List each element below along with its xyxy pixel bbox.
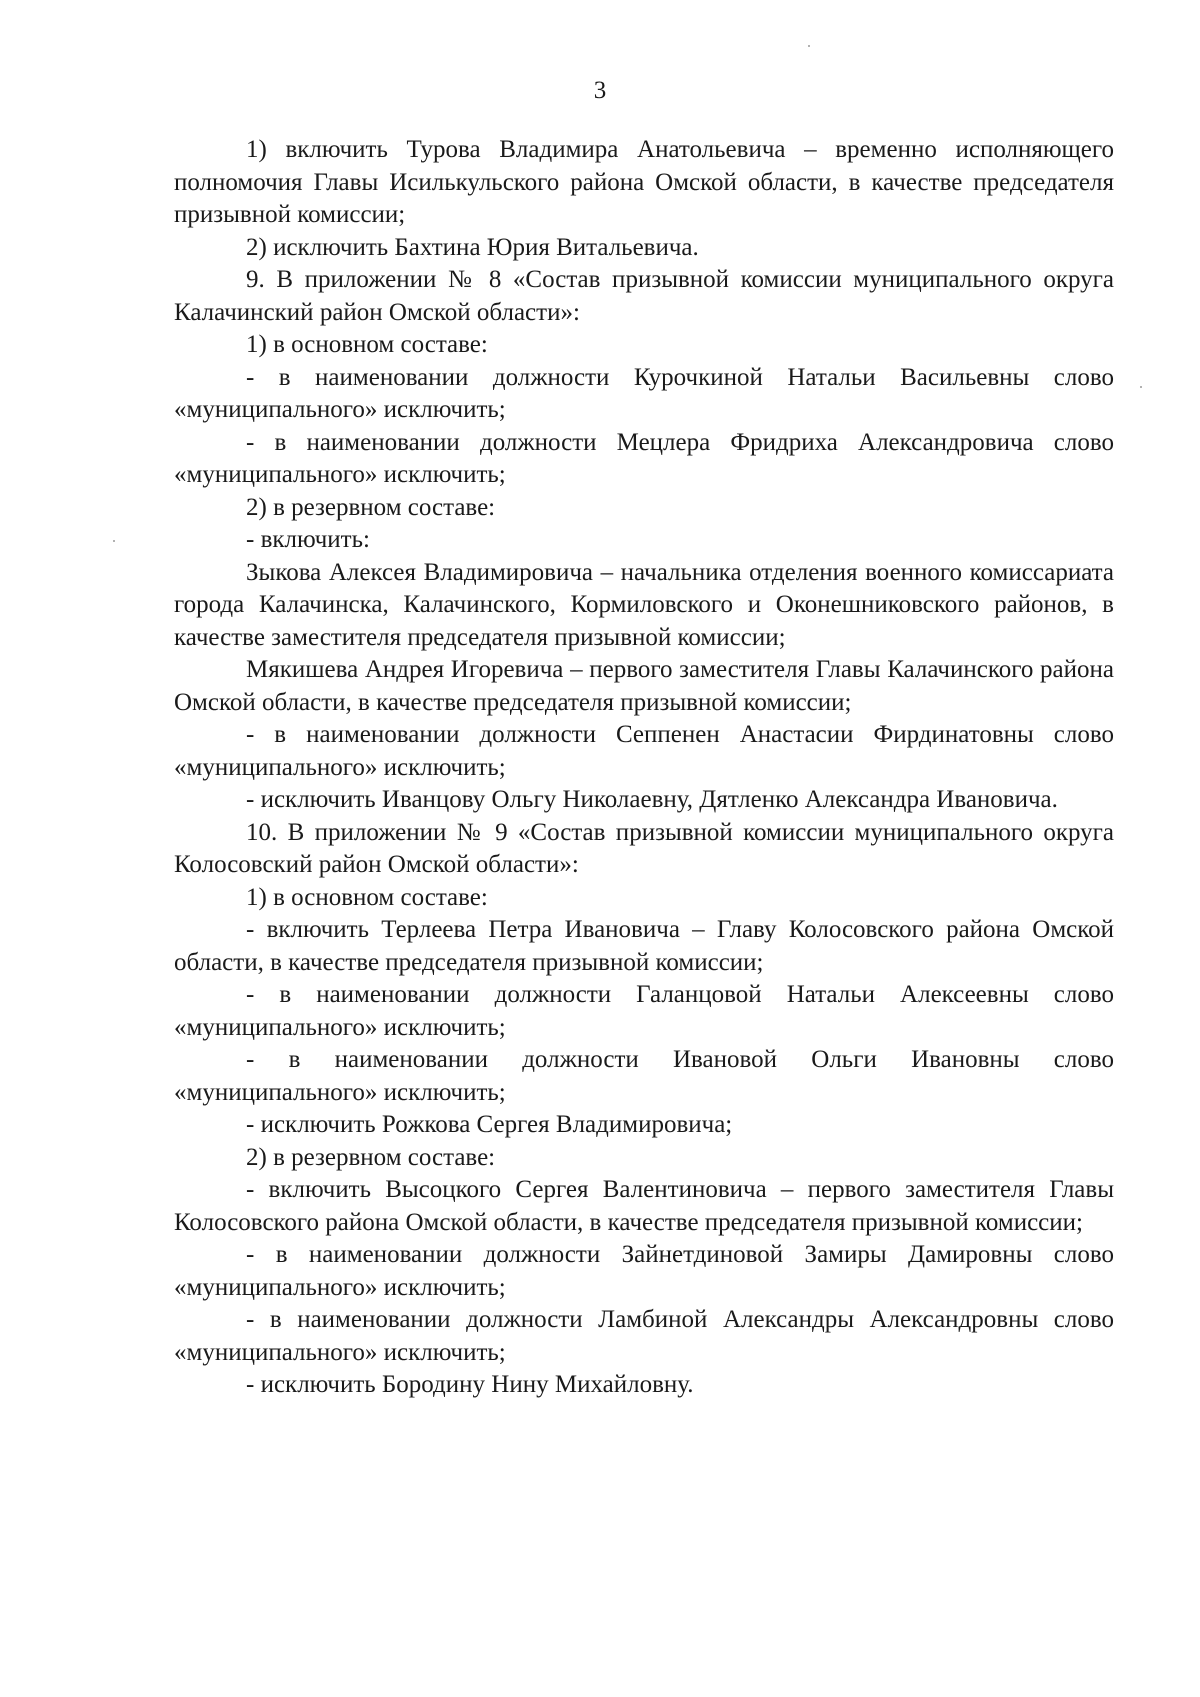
paragraph: - в наименовании должности Курочкиной Натальи Васильевны слово «муниципального» исключить; bbox=[174, 363, 1114, 423]
paragraph: 10. В приложении № 9 «Состав призывной комиссии муниципального округа Колосовский район Омской области»: bbox=[174, 818, 1114, 878]
paragraph: - в наименовании должности Ивановой Ольги Ивановны слово «муниципального» исключить; bbox=[174, 1046, 1114, 1106]
scan-speck bbox=[808, 45, 810, 47]
paragraph: Мякишева Андрея Игоревича – первого заместителя Главы Калачинского района Омской области, в качестве председателя призывной комиссии; bbox=[174, 656, 1114, 716]
paragraph: - включить Терлеева Петра Ивановича – Главу Колосовского района Омской области, в качестве председателя призывной комиссии; bbox=[174, 916, 1114, 976]
scan-speck bbox=[113, 540, 115, 542]
paragraph: Зыкова Алексея Владимировича – начальника отделения военного комиссариата города Калачинска, Калачинского, Кормиловского и Оконешниковского районов, в качестве заместителя председателя призывной комиссии; bbox=[174, 558, 1114, 651]
page-number: 3 bbox=[593, 77, 607, 104]
scan-speck bbox=[1140, 386, 1142, 388]
paragraph: 2) исключить Бахтина Юрия Витальевича. bbox=[246, 233, 699, 261]
paragraph: - в наименовании должности Сеппенен Анастасии Фирдинатовны слово «муниципального» исключить; bbox=[174, 721, 1114, 781]
paragraph: - в наименовании должности Ламбиной Александры Александровны слово «муниципального» исключить; bbox=[174, 1306, 1114, 1366]
paragraph: 2) в резервном составе: bbox=[246, 1143, 496, 1171]
paragraph: - исключить Рожкова Сергея Владимировича; bbox=[246, 1111, 733, 1138]
paragraph: - исключить Иванцову Ольгу Николаевну, Дятленко Александра Ивановича. bbox=[246, 786, 1058, 813]
paragraph: - включить Высоцкого Сергея Валентиновича – первого заместителя Главы Колосовского района Омской области, в качестве председателя призывной комиссии; bbox=[174, 1176, 1114, 1236]
paragraph: - исключить Бородину Нину Михайловну. bbox=[246, 1371, 694, 1398]
paragraph: - в наименовании должности Галанцовой Натальи Алексеевны слово «муниципального» исключить; bbox=[174, 981, 1114, 1041]
paragraph: - включить: bbox=[246, 526, 370, 553]
paragraph: - в наименовании должности Зайнетдиновой Замиры Дамировны слово «муниципального» исключить; bbox=[174, 1241, 1114, 1301]
paragraph: 1) в основном составе: bbox=[246, 883, 488, 911]
paragraph: - в наименовании должности Мецлера Фридриха Александровича слово «муниципального» исключить; bbox=[174, 428, 1114, 488]
paragraph: 2) в резервном составе: bbox=[246, 493, 496, 521]
document-body bbox=[174, 134, 1114, 1402]
paragraph: 1) включить Турова Владимира Анатольевича – временно исполняющего полномочия Главы Исилькульского района Омской области, в качестве председателя призывной комиссии; bbox=[174, 136, 1114, 228]
paragraph: 1) в основном составе: bbox=[246, 331, 488, 358]
paragraph: 9. В приложении № 8 «Состав призывной комиссии муниципального округа Калачинский район Омской области»: bbox=[174, 266, 1114, 326]
